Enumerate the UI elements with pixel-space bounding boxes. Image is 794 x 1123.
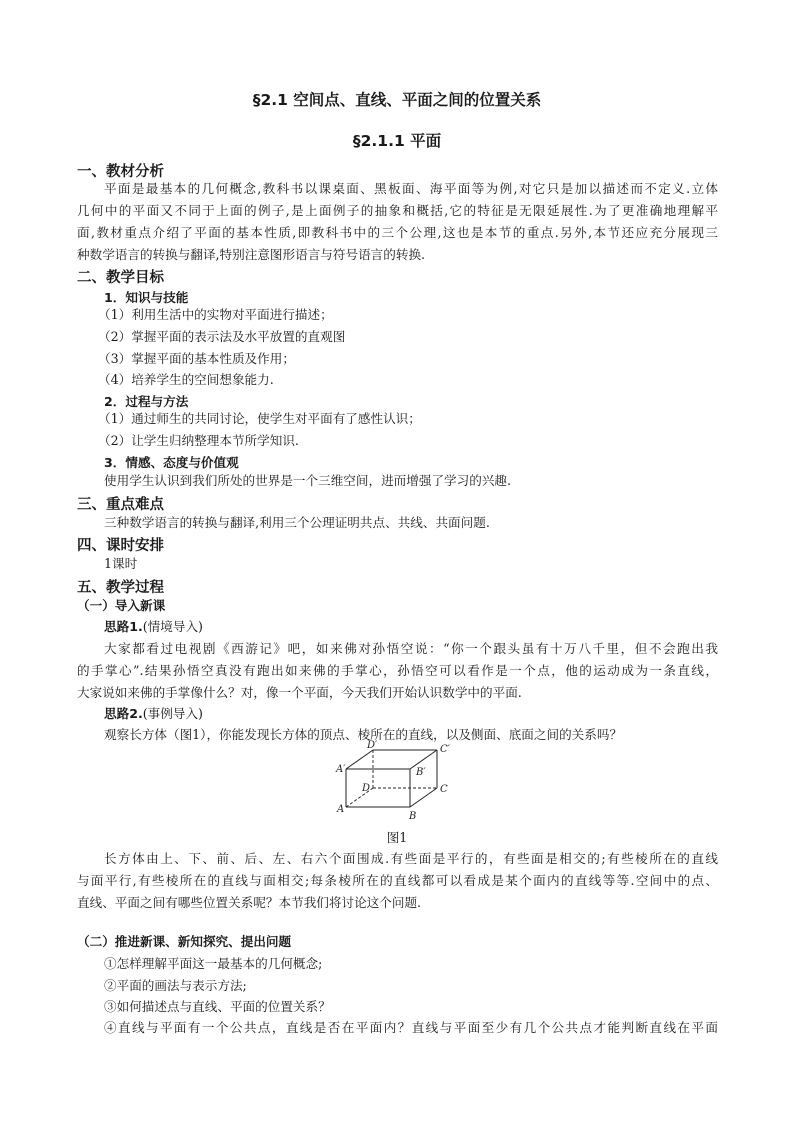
- paragraph-line: 几何中的平面又不同于上面的例子,是上面例子的抽象和概括,它的特征是无限延展性.为了更准确地理解平: [77, 203, 718, 218]
- label-c-prime: C′: [440, 744, 450, 755]
- subheading-values: 3．情感、态度与价值观: [104, 455, 239, 470]
- document-subtitle: §2.1.1 平面: [352, 132, 442, 150]
- idea-1-line: [104, 618, 203, 636]
- paragraph-line: 观察长方体（图1），你能发现长方体的顶点、棱所在的直线，以及侧面、底面之间的关系吗？: [104, 727, 623, 742]
- edge-cb: [410, 788, 437, 807]
- label-a: A: [337, 804, 345, 815]
- idea-1-label: 思路1.: [104, 619, 143, 634]
- paragraph-line: 面,教材重点介绍了平面的基本性质,即教科书中的三个公理,这也是本节的重点.另外,本节还应充分展现三: [77, 225, 718, 240]
- label-b-prime: B′: [416, 767, 426, 778]
- section-heading-process: 五、教学过程: [77, 580, 164, 596]
- idea-1-tag: (情境导入): [142, 619, 203, 634]
- section-heading-analysis: 一、教材分析: [77, 164, 164, 180]
- section-heading-schedule: 四、课时安排: [77, 538, 164, 554]
- list-item: （1）通过师生的共同讨论，使学生对平面有了感性认识；: [98, 411, 421, 426]
- label-c: C: [440, 784, 448, 795]
- subheading-intro: （一）导入新课: [77, 598, 166, 613]
- paragraph-line: 直线、平面之间有哪些位置关系呢？本节我们将讨论这个问题.: [77, 895, 422, 910]
- subheading-knowledge: 1．知识与技能: [104, 290, 189, 305]
- label-a-prime: A′: [336, 764, 346, 775]
- paragraph-line: 三种数学语言的转换与翻译,利用三个公理证明共点、共线、共面问题.: [104, 515, 490, 530]
- label-d-prime: D′: [367, 740, 378, 751]
- paragraph-line: 大家说如来佛的手掌像什么？对，像一个平面，今天我们开始认识数学中的平面.: [77, 685, 522, 700]
- idea-2-tag: (事例导入): [142, 706, 203, 721]
- question-item: ①怎样理解平面这一最基本的几何概念;: [104, 956, 323, 971]
- label-d: D: [362, 783, 371, 794]
- list-item: （3）掌握平面的基本性质及作用；: [98, 351, 295, 366]
- edge-a1d1: [346, 750, 373, 769]
- list-item: （2）让学生归纳整理本节所学知识.: [98, 433, 299, 448]
- label-b: B: [409, 811, 417, 822]
- list-item: （1）利用生活中的实物对平面进行描述；: [98, 307, 333, 322]
- paragraph-line: 大家都看过电视剧《西游记》吧，如来佛对孙悟空说：“你一个跟头虽有十万八千里，但不会跑出我: [104, 641, 718, 656]
- document-title: §2.1 空间点、直线、平面之间的位置关系: [252, 91, 542, 109]
- section-heading-objectives: 二、教学目标: [77, 270, 164, 286]
- subheading-new-knowledge: （二）推进新课、新知探究、提出问题: [77, 934, 292, 949]
- paragraph-line: 1课时: [104, 556, 138, 571]
- cuboid-figure: [332, 740, 462, 825]
- idea-2-label: 思路2.: [104, 706, 143, 721]
- list-item: （4）培养学生的空间想象能力.: [98, 372, 274, 387]
- subheading-process: 2．过程与方法: [104, 394, 189, 409]
- list-item: （2）掌握平面的表示法及水平放置的直观图: [98, 329, 346, 344]
- paragraph-line: 平面是最基本的几何概念,教科书以课桌面、黑板面、海平面等为例,对它只是加以描述而不定义.立体: [104, 181, 718, 196]
- paragraph-line: 的手掌心”.结果孙悟空真没有跑出如来佛的手掌心，孙悟空可以看作是一个点，他的运动成为一条直线，: [77, 663, 718, 678]
- question-item: ③如何描述点与直线、平面的位置关系？: [104, 999, 331, 1014]
- paragraph-line: 种数学语言的转换与翻译,特别注意图形语言与符号语言的转换.: [77, 247, 426, 262]
- idea-2-line: [104, 705, 203, 723]
- figure-caption: 图1: [386, 830, 408, 845]
- paragraph-line: 使用学生认识到我们所处的世界是一个三维空间，进而增强了学习的兴趣.: [104, 473, 512, 488]
- question-item: ②平面的画法与表示方法;: [104, 978, 247, 993]
- section-heading-keypoints: 三、重点难点: [77, 497, 164, 513]
- paragraph-line: 与面平行,有些棱所在的直线与面相交;每条棱所在的直线都可以看成是某个面内的直线等等.空间中的点、: [77, 873, 718, 888]
- question-item: ④直线与平面有一个公共点，直线是否在平面内？直线与平面至少有几个公共点才能判断直线在平面: [104, 1020, 718, 1035]
- paragraph-line: 长方体由上、下、前、后、左、右六个面围成.有些面是平行的，有些面是相交的;有些棱所在的直线: [104, 851, 718, 866]
